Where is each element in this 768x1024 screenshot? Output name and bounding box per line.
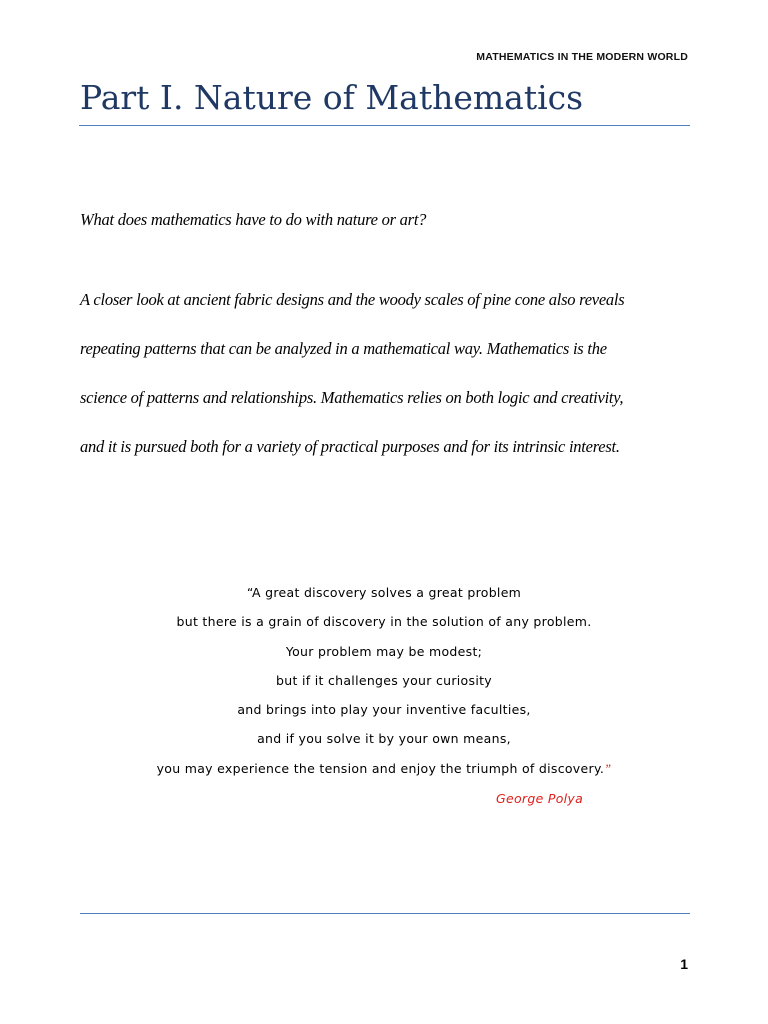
paragraph-line: and it is pursued both for a variety of practical purposes and for its intrinsic interest. [80, 437, 620, 456]
quote-line: and brings into play your inventive faculties, [237, 702, 531, 718]
quote-line: but if it challenges your curiosity [276, 672, 492, 688]
closing-quote-mark: ” [604, 761, 612, 776]
quote-line: Your problem may be modest; [285, 643, 483, 659]
paragraph-line: repeating patterns that can be analyzed in a mathematical way. Mathematics is the [80, 339, 607, 358]
quote-line-last [0, 758, 768, 787]
paragraph-line: A closer look at ancient fabric designs and the woody scales of pine cone also reveals [80, 290, 625, 309]
quote-line: and if you solve it by your own means, [257, 731, 511, 747]
lead-question: What does mathematics have to do with nature or art? [80, 210, 427, 229]
body-paragraph [80, 275, 700, 471]
footer-divider [80, 913, 690, 914]
running-header: MATHEMATICS IN THE MODERN WORLD [476, 51, 688, 63]
title-divider [79, 125, 690, 126]
quote-author: George Polya [496, 791, 584, 806]
page-number: 1 [680, 956, 688, 972]
quote-block [0, 582, 768, 787]
quote-line-text: you may experience the tension and enjoy the triumph of discovery. [156, 760, 605, 776]
quote-line: “A great discovery solves a great problem [246, 585, 522, 600]
paragraph-line: science of patterns and relationships. Mathematics relies on both logic and creativity, [80, 388, 624, 407]
quote-line: but there is a grain of discovery in the solution of any problem. [176, 614, 592, 630]
page-title: Part I. Nature of Mathematics [80, 78, 584, 117]
